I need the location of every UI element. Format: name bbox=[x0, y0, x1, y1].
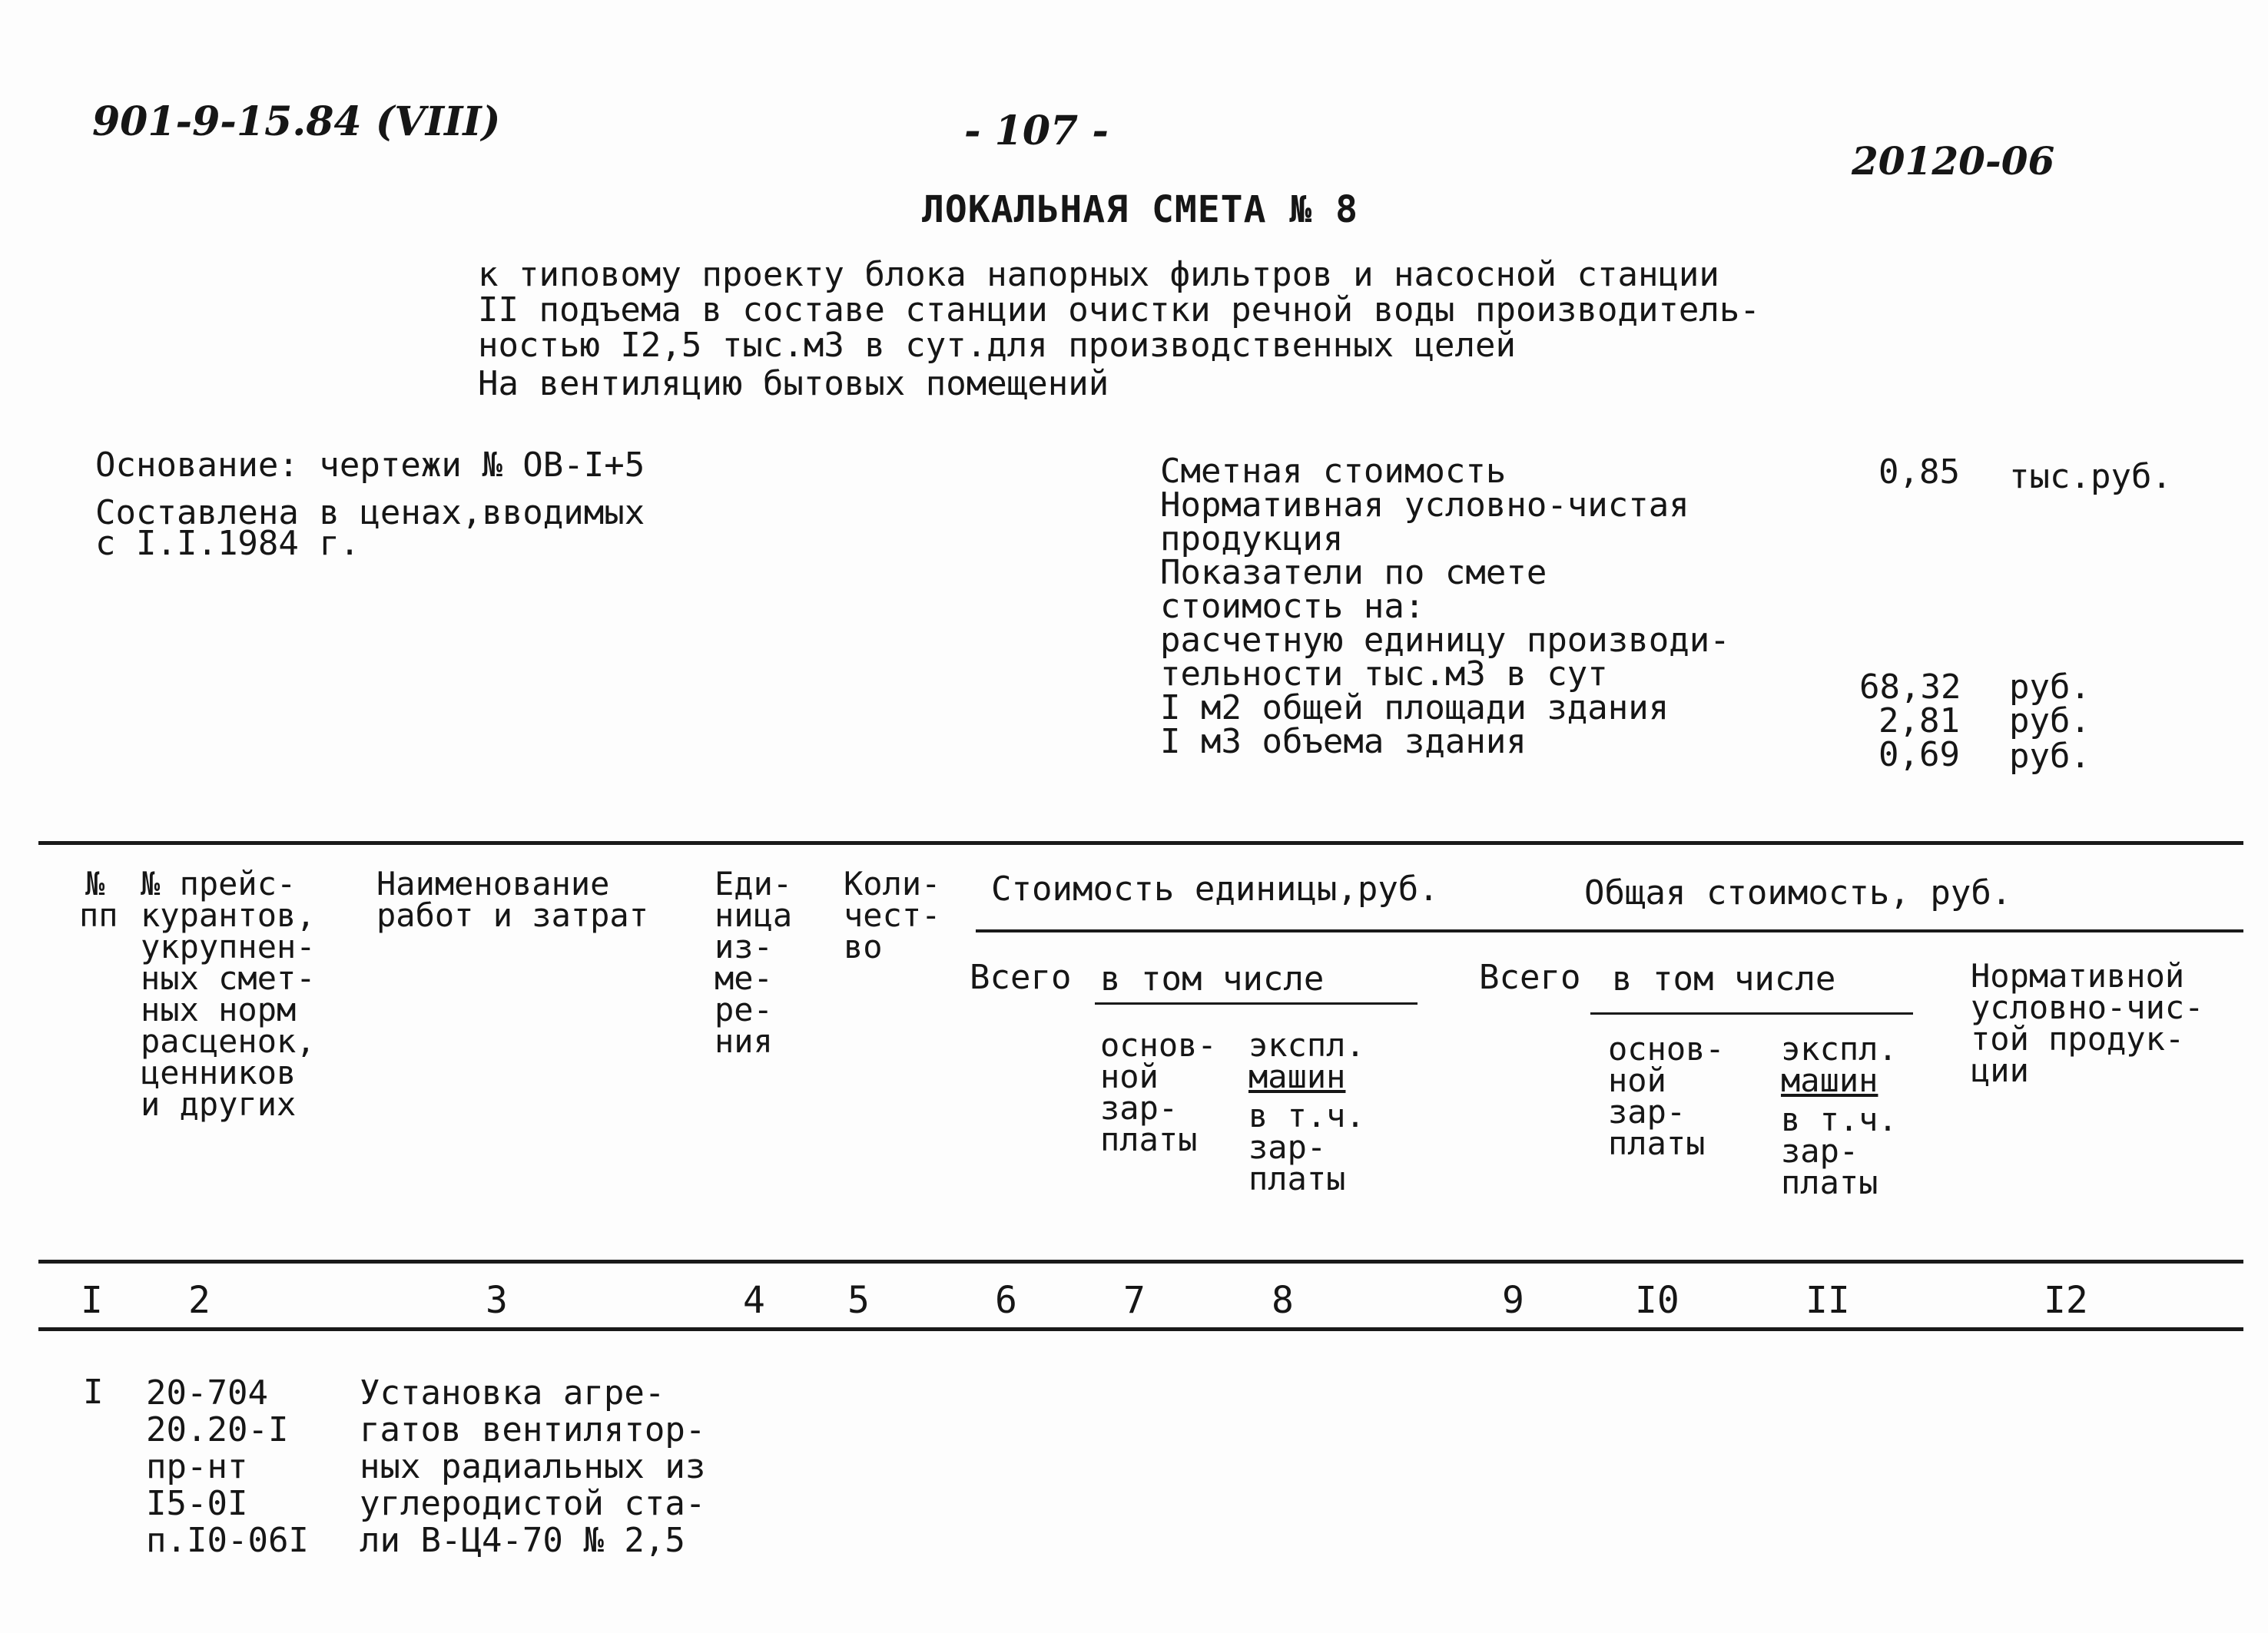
col-header-pp: № пп bbox=[79, 865, 118, 934]
summary-labels bbox=[1160, 452, 1730, 761]
subject-line: ностью I2,5 тыс.м3 в сут.для производственных целей bbox=[478, 326, 1517, 365]
summary-label: I м3 объема здания bbox=[1160, 722, 1527, 761]
column-number: 7 bbox=[1123, 1279, 1146, 1322]
subject-line: На вентиляцию бытовых помещений bbox=[478, 364, 1109, 403]
column-number: 5 bbox=[847, 1279, 870, 1322]
col-header-name: Наименование работ и затрат bbox=[376, 865, 649, 934]
total-cost-total-label: Всего bbox=[1479, 958, 1581, 997]
column-number: 3 bbox=[486, 1279, 508, 1322]
column-number: II bbox=[1805, 1279, 1850, 1322]
summary-label: I м2 общей площади здания bbox=[1160, 688, 1670, 727]
summary-value: 2,81 bbox=[1878, 701, 1960, 740]
document-code: 901-9-15.84 (VIII) bbox=[92, 98, 501, 145]
total-cost-header: Общая стоимость, руб. bbox=[1584, 873, 2012, 913]
subject-line: к типовому проекту блока напорных фильтров и насосной станции bbox=[478, 255, 1719, 294]
unit-subheader-rule bbox=[1095, 1002, 1418, 1005]
column-number: 6 bbox=[995, 1279, 1017, 1322]
table-top-rule bbox=[38, 841, 2243, 845]
unit-cost-header: Стоимость единицы,руб. bbox=[991, 869, 1439, 909]
summary-value: 0,85 bbox=[1878, 452, 1960, 492]
total-subheader-rule bbox=[1590, 1012, 1913, 1015]
summary-label: Нормативная условно-чистая bbox=[1160, 485, 1689, 525]
summary-label: расчетную единицу производи- bbox=[1160, 621, 1730, 660]
unit-cost-wages-header: основ- ной зар- платы bbox=[1100, 1026, 1217, 1158]
summary-label: продукция bbox=[1160, 519, 1344, 558]
col-header-unit: Еди- ница из- ме- ре- ния bbox=[715, 865, 793, 1060]
column-number: 9 bbox=[1502, 1279, 1524, 1322]
summary-unit: руб. bbox=[2009, 701, 2091, 740]
column-number: 8 bbox=[1272, 1279, 1294, 1322]
column-number: I2 bbox=[2044, 1279, 2088, 1322]
normative-product-header: Нормативной условно-чис- той продук- ции bbox=[1971, 957, 2204, 1089]
subject-block bbox=[478, 257, 1760, 402]
unit-cost-total-label: Всего bbox=[970, 958, 1072, 997]
row-pricelist-code: 20-704 20.20-I пр-нт I5-0I п.I0-06I bbox=[146, 1373, 309, 1560]
unit-cost-including-label: в том числе bbox=[1100, 959, 1325, 999]
col-header-quantity: Коли- чест- во bbox=[844, 865, 941, 966]
column-number-rule bbox=[38, 1327, 2243, 1331]
summary-label: стоимость на: bbox=[1160, 587, 1425, 626]
column-number: I0 bbox=[1635, 1279, 1679, 1322]
summary-label: Сметная стоимость bbox=[1160, 452, 1507, 491]
row-number: I bbox=[83, 1373, 104, 1412]
col-header-pricelist: № прейс- курантов, укрупнен- ных смет- ных норм расценок, ценников и других bbox=[141, 865, 316, 1123]
prices-note bbox=[95, 493, 645, 563]
column-number: 2 bbox=[188, 1279, 211, 1322]
page-number: - 107 - bbox=[964, 108, 1109, 154]
total-cost-wages-header: основ- ной зар- платы bbox=[1608, 1030, 1725, 1162]
summary-label: Показатели по смете bbox=[1160, 553, 1547, 592]
subject-line: II подъема в составе станции очистки речной воды производитель- bbox=[478, 290, 1760, 330]
summary-unit: руб. bbox=[2009, 667, 2091, 707]
document-number: 20120-06 bbox=[1852, 138, 2055, 184]
cost-header-rule bbox=[976, 929, 2243, 932]
row-work-name: Установка агре- гатов вентилятор- ных радиальных из углеродистой ста- ли В-Ц4-70 № 2,5 bbox=[360, 1373, 706, 1560]
summary-unit: тыс.руб. bbox=[2009, 457, 2172, 496]
total-cost-machines-header: экспл. машин в т.ч. зар- платы bbox=[1781, 1030, 1898, 1201]
document-title: ЛОКАЛЬНАЯ СМЕТА № 8 bbox=[922, 188, 1359, 231]
prices-line: Составлена в ценах,вводимых bbox=[95, 493, 645, 532]
header-bottom-rule bbox=[38, 1260, 2243, 1264]
summary-value: 68,32 bbox=[1859, 667, 1961, 707]
column-number: 4 bbox=[743, 1279, 765, 1322]
total-cost-including-label: в том числе bbox=[1612, 959, 1836, 999]
column-number: I bbox=[81, 1279, 103, 1322]
basis-text: Основание: чертежи № ОВ-I+5 bbox=[95, 446, 645, 485]
unit-cost-machines-header: экспл. машин в т.ч. зар- платы bbox=[1248, 1026, 1365, 1197]
summary-label: тельности тыс.м3 в сут bbox=[1160, 654, 1608, 694]
summary-unit: руб. bbox=[2009, 737, 2091, 776]
summary-value: 0,69 bbox=[1878, 735, 1960, 774]
prices-line: с I.I.1984 г. bbox=[95, 524, 360, 563]
